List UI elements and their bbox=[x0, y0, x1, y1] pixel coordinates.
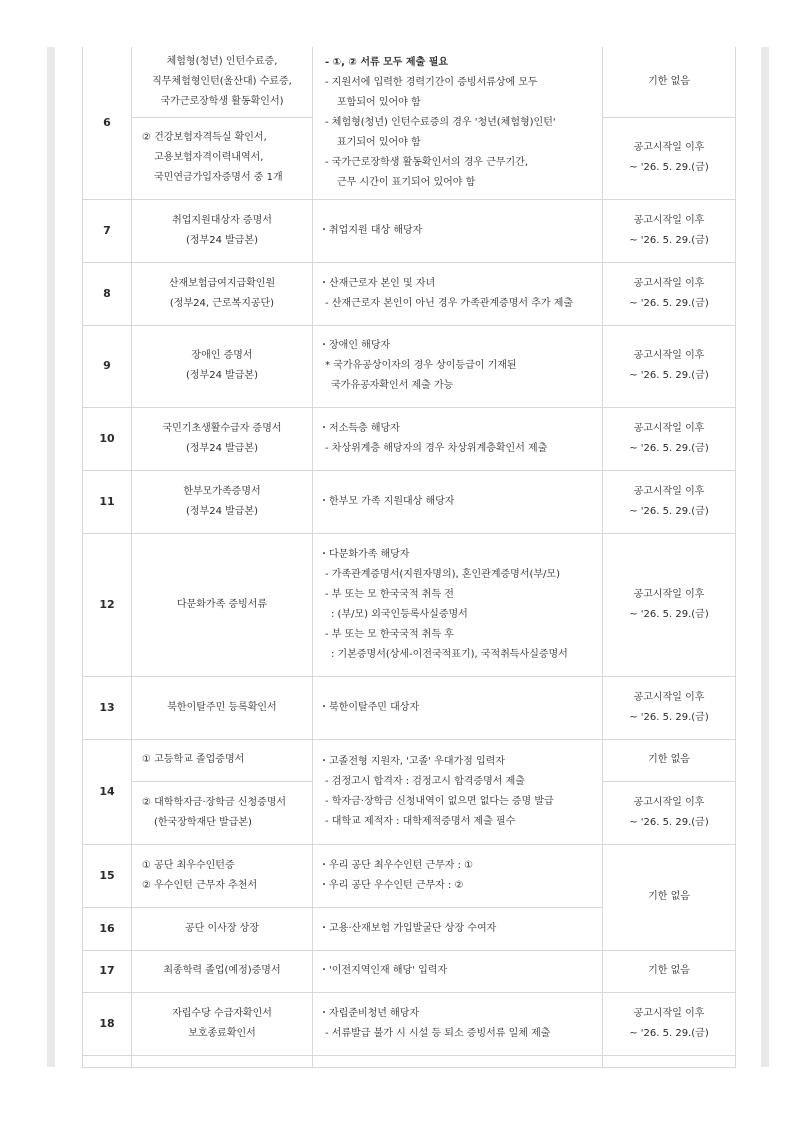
note-cell-8 bbox=[313, 262, 603, 325]
empty-cell bbox=[132, 1055, 313, 1067]
table-row-8 bbox=[83, 262, 736, 325]
doc-line: 국민기초생활수급자 증명서 bbox=[162, 422, 282, 434]
document-cell-13 bbox=[132, 676, 313, 739]
note-line: 국가유공자확인서 제출 가능 bbox=[331, 380, 454, 391]
document-cell-7 bbox=[132, 199, 313, 262]
period-line: 공고시작일 이후 bbox=[633, 350, 705, 361]
period-line: ~ '26. 5. 29.(금) bbox=[629, 297, 709, 309]
period-cell-10 bbox=[603, 407, 736, 470]
document-cell-17 bbox=[132, 950, 313, 992]
note-cell-7 bbox=[313, 199, 603, 262]
note-line: ・고졸전형 지원자, '고졸' 우대가점 입력자 bbox=[319, 755, 505, 767]
note-cell-16 bbox=[313, 907, 603, 950]
document-cell-15 bbox=[132, 844, 313, 907]
row-number-12: 12 bbox=[83, 533, 132, 676]
period-line: ~ '26. 5. 29.(금) bbox=[629, 816, 709, 828]
note-cell-13 bbox=[313, 676, 603, 739]
period-cell-14a: 기한 없음 bbox=[603, 739, 736, 781]
doc-line: 고용보험자격이력내역서, bbox=[154, 152, 264, 163]
row-number-13: 13 bbox=[83, 676, 132, 739]
note-line: - 학자금·장학금 신청내역이 없으면 없다는 증명 발급 bbox=[325, 795, 554, 807]
document-cell-14b bbox=[132, 781, 313, 844]
row-number-9: 9 bbox=[83, 325, 132, 407]
period-cell-9 bbox=[603, 325, 736, 407]
table-row-partial bbox=[83, 1055, 736, 1067]
document-cell-6a bbox=[132, 47, 313, 117]
document-cell-8 bbox=[132, 262, 313, 325]
period-cell-12 bbox=[603, 533, 736, 676]
note-line: ・'이전지역인재 해당' 입력자 bbox=[319, 965, 448, 976]
doc-line: ① 공단 최우수인턴증 bbox=[142, 859, 235, 871]
note-line: ・한부모 가족 지원대상 해당자 bbox=[319, 495, 455, 507]
doc-line: 국민연금가입자증명서 중 1개 bbox=[154, 172, 283, 183]
period-line: 공고시작일 이후 bbox=[633, 1007, 705, 1019]
note-cell-14 bbox=[313, 739, 603, 844]
required-documents-table-wrap bbox=[82, 47, 735, 1068]
doc-line: 보호종료확인서 bbox=[188, 1027, 256, 1039]
period-cell-13 bbox=[603, 676, 736, 739]
note-line: - 검정고시 합격자 : 검정고시 합격증명서 제출 bbox=[325, 775, 525, 787]
note-cell-17 bbox=[313, 950, 603, 992]
doc-line: ② 대학학자금·장학금 신청증명서 bbox=[142, 796, 287, 808]
period-line: ~ '26. 5. 29.(금) bbox=[629, 442, 709, 454]
note-cell-11 bbox=[313, 470, 603, 533]
document-cell-12 bbox=[132, 533, 313, 676]
period-cell-18 bbox=[603, 992, 736, 1055]
note-cell-9 bbox=[313, 325, 603, 407]
note-line: ・다문화가족 해당자 bbox=[319, 548, 410, 560]
note-line: - 서류발급 불가 시 시설 등 퇴소 증빙서류 일체 제출 bbox=[325, 1027, 551, 1039]
doc-line: 체험형(청년) 인턴수료증, bbox=[166, 55, 278, 67]
period-line: ~ '26. 5. 29.(금) bbox=[629, 711, 709, 723]
table-row-15 bbox=[83, 844, 736, 907]
table-row-12 bbox=[83, 533, 736, 676]
note-cell-6 bbox=[313, 47, 603, 199]
period-line: ~ '26. 5. 29.(금) bbox=[629, 234, 709, 246]
document-cell-9 bbox=[132, 325, 313, 407]
note-line: ・저소득층 해당자 bbox=[319, 422, 400, 434]
doc-line: 한부모가족증명서 bbox=[183, 485, 261, 497]
doc-line: 직무체험형인턴(울산대) 수료증, bbox=[152, 75, 292, 87]
period-line: 공고시작일 이후 bbox=[633, 588, 705, 600]
period-line: 공고시작일 이후 bbox=[633, 142, 705, 153]
period-cell-15-16: 기한 없음 bbox=[603, 844, 736, 950]
note-line: ・취업지원 대상 해당자 bbox=[319, 224, 423, 236]
note-line: - 국가근로장학생 활동확인서의 경우 근무기간, bbox=[325, 156, 529, 168]
table-row-11 bbox=[83, 470, 736, 533]
note-line: - 부 또는 모 한국국적 취득 전 bbox=[325, 588, 454, 600]
note-line: 포함되어 있어야 함 bbox=[337, 96, 421, 108]
note-line: ・자립준비청년 해당자 bbox=[319, 1007, 420, 1019]
table-row-10 bbox=[83, 407, 736, 470]
doc-line: (정부24 발급본) bbox=[185, 442, 258, 454]
doc-line: (한국장학재단 발급본) bbox=[154, 816, 252, 828]
period-line: 공고시작일 이후 bbox=[633, 277, 705, 289]
note-line: ・우리 공단 우수인턴 근무자 : ② bbox=[319, 879, 464, 891]
note-cell-12 bbox=[313, 533, 603, 676]
doc-line: ① 고등학교 졸업증명서 bbox=[142, 754, 245, 765]
doc-line: 취업지원대상자 증명서 bbox=[172, 214, 272, 226]
period-cell-17: 기한 없음 bbox=[603, 950, 736, 992]
note-line: 근무 시간이 표기되어 있어야 함 bbox=[337, 176, 476, 188]
note-line: - ①, ② 서류 모두 제출 필요 bbox=[325, 56, 449, 68]
period-line: 공고시작일 이후 bbox=[633, 214, 705, 226]
doc-line: (정부24 발급본) bbox=[185, 370, 258, 381]
row-number-7: 7 bbox=[83, 199, 132, 262]
period-cell-8 bbox=[603, 262, 736, 325]
document-cell-16 bbox=[132, 907, 313, 950]
doc-line: 국가근로장학생 활동확인서) bbox=[160, 95, 284, 107]
left-page-edge bbox=[47, 47, 55, 1067]
doc-line: 장애인 증명서 bbox=[191, 350, 253, 361]
doc-line: (정부24 발급본) bbox=[185, 505, 258, 517]
table-row-7 bbox=[83, 199, 736, 262]
table-row-18 bbox=[83, 992, 736, 1055]
empty-cell bbox=[313, 1055, 603, 1067]
period-line: 공고시작일 이후 bbox=[633, 485, 705, 497]
note-line: ・산재근로자 본인 및 자녀 bbox=[319, 277, 436, 289]
note-line: : (부/모) 외국인등록사실증명서 bbox=[331, 608, 468, 620]
row-number-18: 18 bbox=[83, 992, 132, 1055]
table-row-6 bbox=[83, 47, 736, 117]
row-number-15: 15 bbox=[83, 844, 132, 907]
period-cell-11 bbox=[603, 470, 736, 533]
row-number-10: 10 bbox=[83, 407, 132, 470]
document-cell-14a bbox=[132, 739, 313, 781]
note-cell-18 bbox=[313, 992, 603, 1055]
doc-line: ② 우수인턴 근무자 추천서 bbox=[142, 879, 258, 891]
document-cell-18 bbox=[132, 992, 313, 1055]
period-line: 공고시작일 이후 bbox=[633, 422, 705, 434]
required-documents-table bbox=[82, 47, 736, 1068]
period-line: ~ '26. 5. 29.(금) bbox=[629, 505, 709, 517]
note-line: * 국가유공상이자의 경우 상이등급이 기재된 bbox=[325, 360, 517, 371]
period-cell-14b bbox=[603, 781, 736, 844]
row-number-11: 11 bbox=[83, 470, 132, 533]
period-cell-7 bbox=[603, 199, 736, 262]
period-line: ~ '26. 5. 29.(금) bbox=[629, 608, 709, 620]
row-number-6: 6 bbox=[83, 47, 132, 199]
document-cell-11 bbox=[132, 470, 313, 533]
doc-line: 공단 이사장 상장 bbox=[185, 922, 259, 934]
row-number-8: 8 bbox=[83, 262, 132, 325]
note-line: - 차상위계층 해당자의 경우 차상위계층확인서 제출 bbox=[325, 442, 548, 454]
table-row-14 bbox=[83, 739, 736, 781]
period-line: 공고시작일 이후 bbox=[633, 796, 705, 808]
empty-cell bbox=[83, 1055, 132, 1067]
table-row-9 bbox=[83, 325, 736, 407]
note-line: ・고용·산재보험 가입발굴단 상장 수여자 bbox=[319, 922, 497, 934]
note-line: : 기본증명서(상세-이전국적표기), 국적취득사실증명서 bbox=[331, 648, 568, 660]
period-line: ~ '26. 5. 29.(금) bbox=[629, 162, 709, 173]
doc-line: 자립수당 수급자확인서 bbox=[172, 1007, 272, 1019]
note-cell-10 bbox=[313, 407, 603, 470]
period-line: 공고시작일 이후 bbox=[633, 691, 705, 703]
note-line: - 체험형(청년) 인턴수료증의 경우 '청년(체험형)인턴' bbox=[325, 116, 556, 128]
row-number-14: 14 bbox=[83, 739, 132, 844]
note-line: - 가족관계증명서(지원자명의), 혼인관계증명서(부/모) bbox=[325, 568, 560, 580]
note-cell-15 bbox=[313, 844, 603, 907]
document-cell-10 bbox=[132, 407, 313, 470]
note-line: 표기되어 있어야 함 bbox=[337, 136, 421, 148]
doc-line: 다문화가족 증빙서류 bbox=[176, 598, 268, 610]
row-number-17: 17 bbox=[83, 950, 132, 992]
note-line: - 부 또는 모 한국국적 취득 후 bbox=[325, 628, 454, 640]
note-line: ・북한이탈주민 대상자 bbox=[319, 701, 420, 713]
period-cell-6a: 기한 없음 bbox=[603, 47, 736, 117]
note-line: - 산재근로자 본인이 아닌 경우 가족관계증명서 추가 제출 bbox=[325, 297, 574, 309]
doc-line: (정부24 발급본) bbox=[185, 234, 258, 246]
period-cell-6b bbox=[603, 117, 736, 199]
doc-line: 최종학력 졸업(예정)증명서 bbox=[163, 965, 281, 976]
right-page-edge bbox=[761, 47, 769, 1067]
doc-line: ② 건강보험자격득실 확인서, bbox=[142, 132, 267, 143]
document-cell-6b bbox=[132, 117, 313, 199]
doc-line: 산재보험급여지급확인원 bbox=[168, 277, 276, 289]
row-number-16: 16 bbox=[83, 907, 132, 950]
note-line: - 지원서에 입력한 경력기간이 증빙서류상에 모두 bbox=[325, 76, 538, 88]
note-line: - 대학교 제적자 : 대학제적증명서 제출 필수 bbox=[325, 815, 516, 827]
doc-line: 북한이탈주민 등록확인서 bbox=[167, 701, 277, 713]
note-line: ・우리 공단 최우수인턴 근무자 : ① bbox=[319, 859, 474, 871]
period-line: ~ '26. 5. 29.(금) bbox=[629, 370, 709, 381]
doc-line: (정부24, 근로복지공단) bbox=[169, 297, 275, 309]
note-line: ・장애인 해당자 bbox=[319, 340, 391, 351]
period-line: ~ '26. 5. 29.(금) bbox=[629, 1027, 709, 1039]
empty-cell bbox=[603, 1055, 736, 1067]
table-row-13 bbox=[83, 676, 736, 739]
table-row-17 bbox=[83, 950, 736, 992]
